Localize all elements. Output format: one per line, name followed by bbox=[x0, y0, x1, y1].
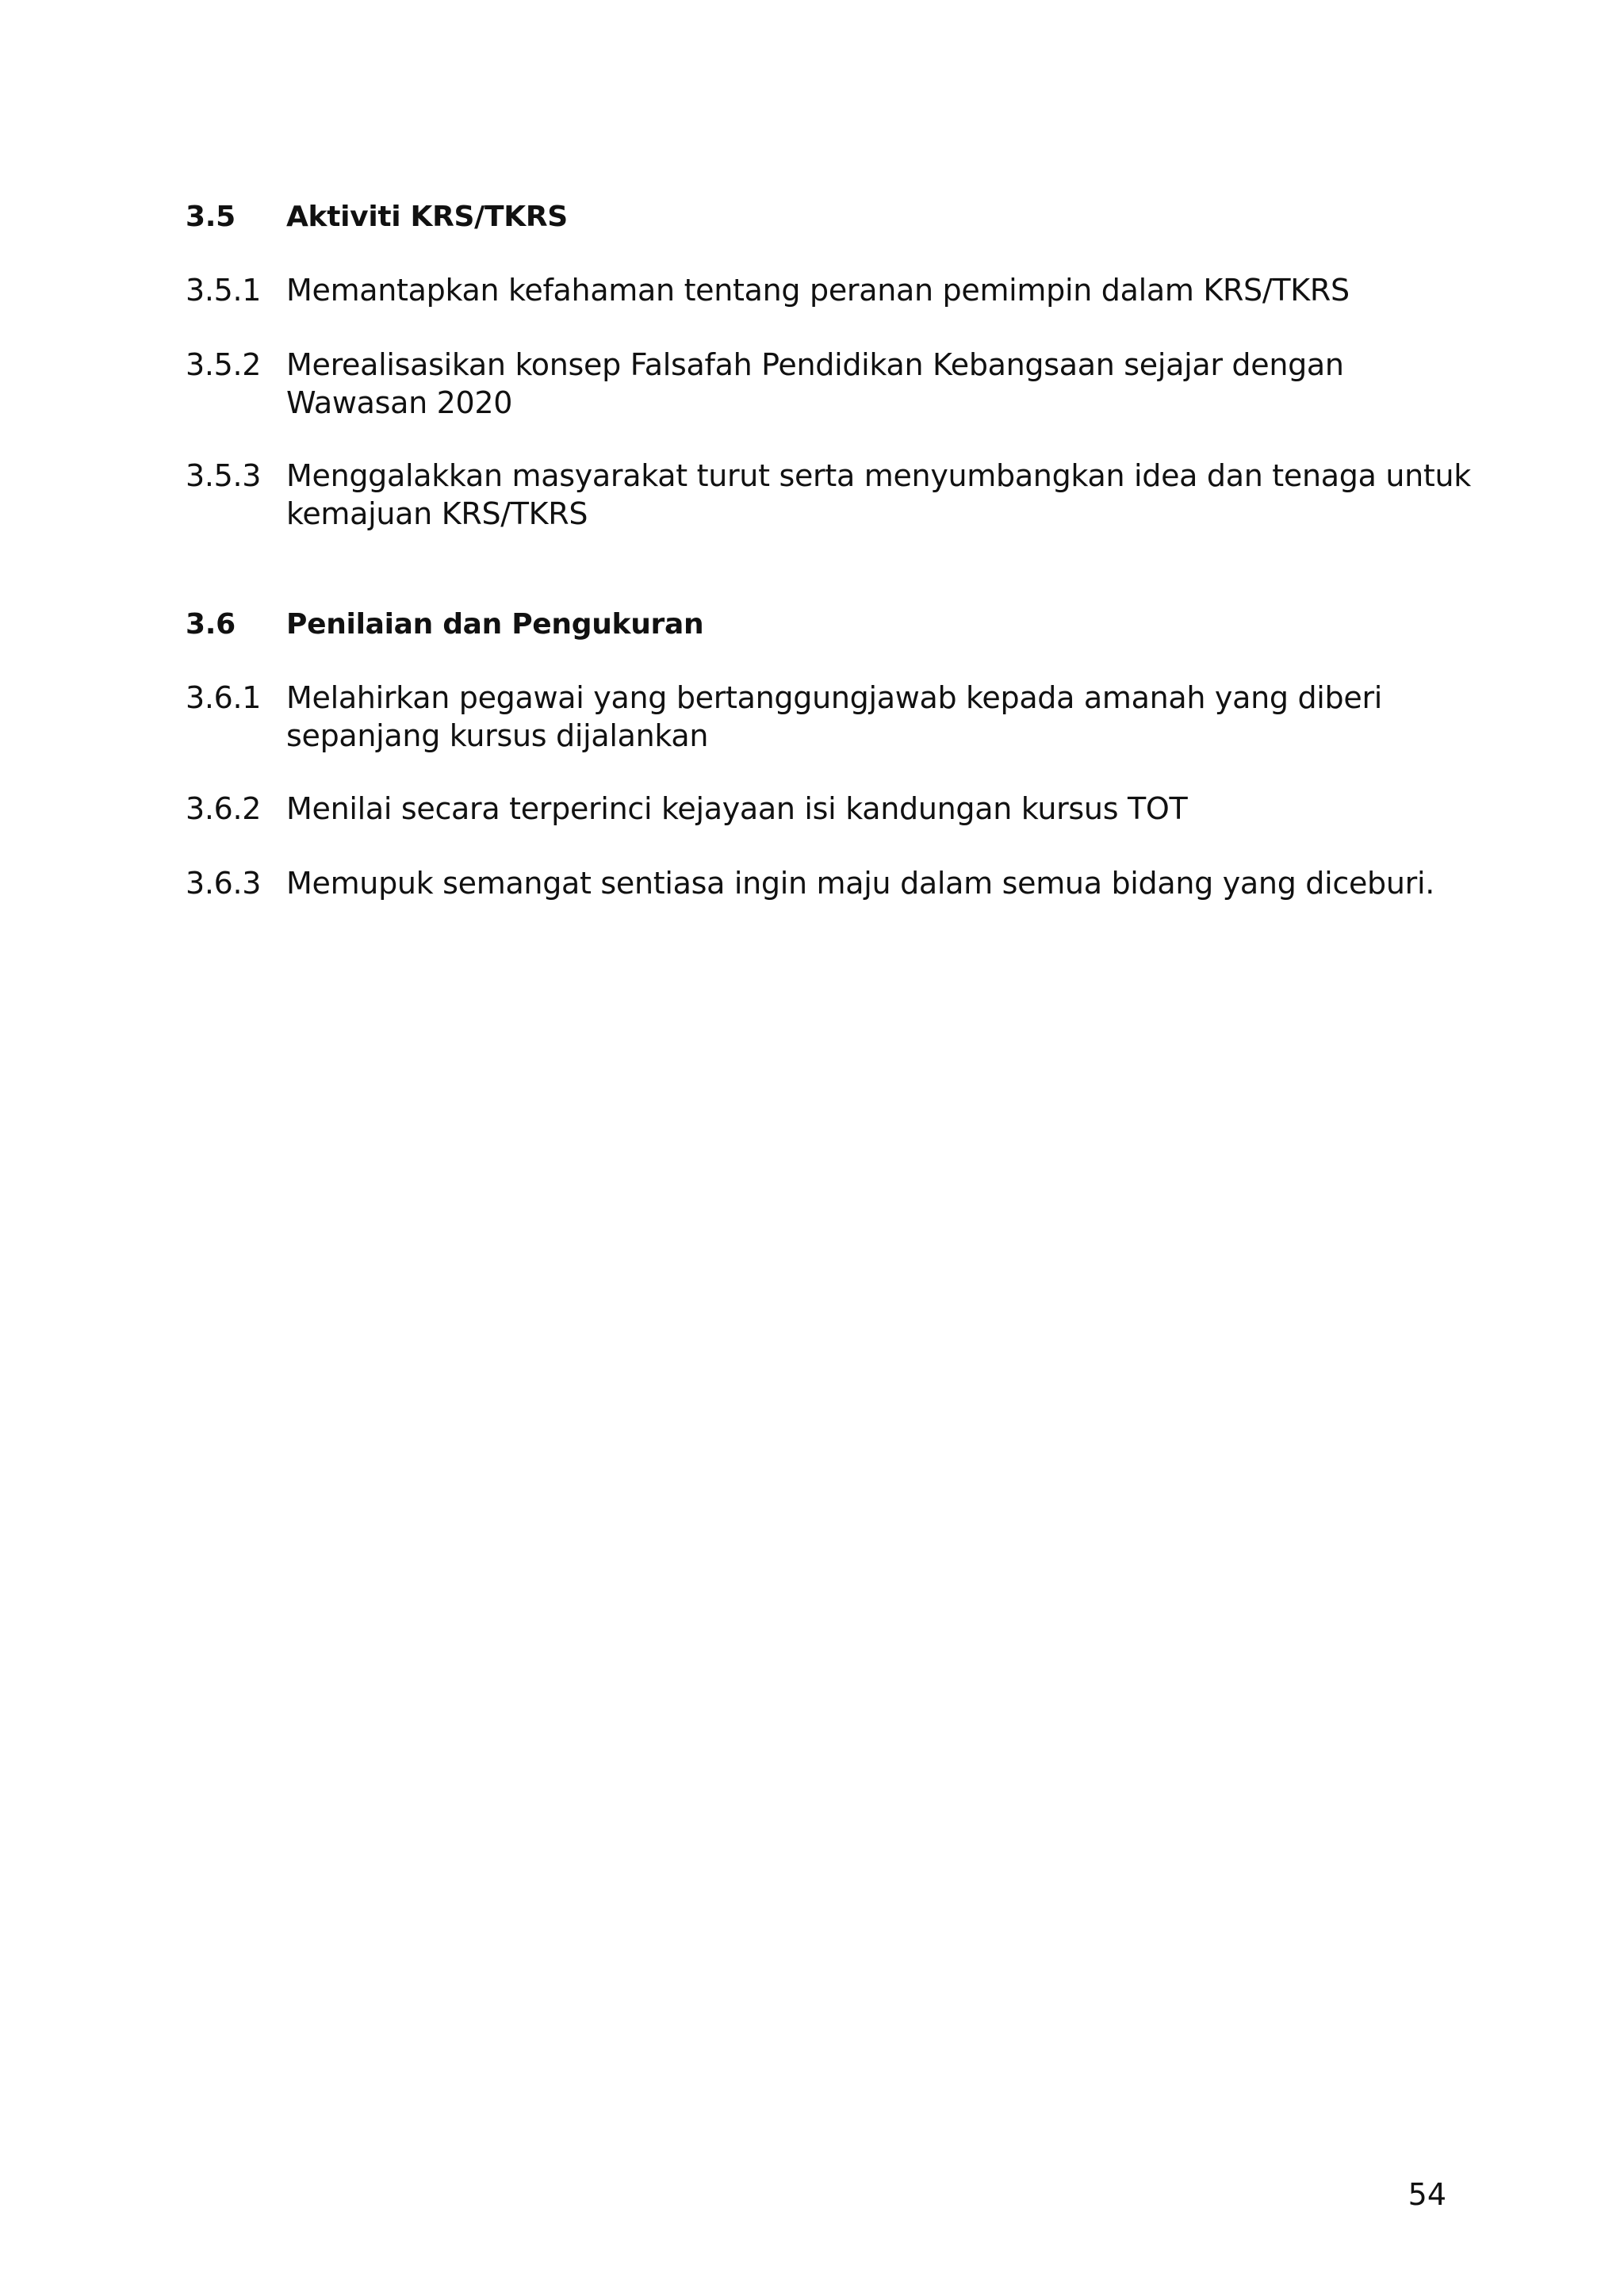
item-number: 3.5.1 bbox=[186, 273, 262, 308]
section-title: Penilaian dan Pengukuran bbox=[286, 608, 704, 641]
item-number: 3.6.2 bbox=[186, 791, 262, 826]
list-item-3-5-3 bbox=[186, 457, 1486, 533]
item-text: Merealisasikan konsep Falsafah Pendidikan Kebangsaan sejajar dengan Wawasan 2020 bbox=[286, 347, 1344, 420]
list-item-3-5-2 bbox=[186, 346, 1486, 422]
item-number: 3.5.2 bbox=[186, 347, 262, 382]
item-text: Memantapkan kefahaman tentang peranan pemimpin dalam KRS/TKRS bbox=[286, 273, 1350, 308]
item-number: 3.6.1 bbox=[186, 680, 262, 715]
list-item-3-6-1 bbox=[186, 679, 1486, 755]
item-text: Menggalakkan masyarakat turut serta menyumbangkan idea dan tenaga untuk kemajuan KRS/TKRS bbox=[286, 458, 1471, 531]
section-heading-3-6 bbox=[186, 606, 1486, 644]
item-text: Melahirkan pegawai yang bertanggungjawab kepada amanah yang diberi sepanjang kursus dijalankan bbox=[286, 680, 1383, 753]
page-number: 54 bbox=[1408, 2177, 1446, 2212]
section-heading-3-5 bbox=[186, 198, 1486, 236]
section-number: 3.6 bbox=[186, 608, 236, 641]
item-number: 3.6.3 bbox=[186, 866, 262, 901]
list-item-3-6-3 bbox=[186, 864, 1486, 902]
item-text: Menilai secara terperinci kejayaan isi kandungan kursus TOT bbox=[286, 791, 1188, 826]
item-text: Memupuk semangat sentiasa ingin maju dalam semua bidang yang diceburi. bbox=[286, 866, 1435, 901]
section-title: Aktiviti KRS/TKRS bbox=[286, 201, 568, 233]
list-item-3-5-1 bbox=[186, 271, 1486, 309]
section-number: 3.5 bbox=[186, 201, 236, 233]
list-item-3-6-2 bbox=[186, 790, 1486, 828]
item-number: 3.5.3 bbox=[186, 458, 262, 493]
